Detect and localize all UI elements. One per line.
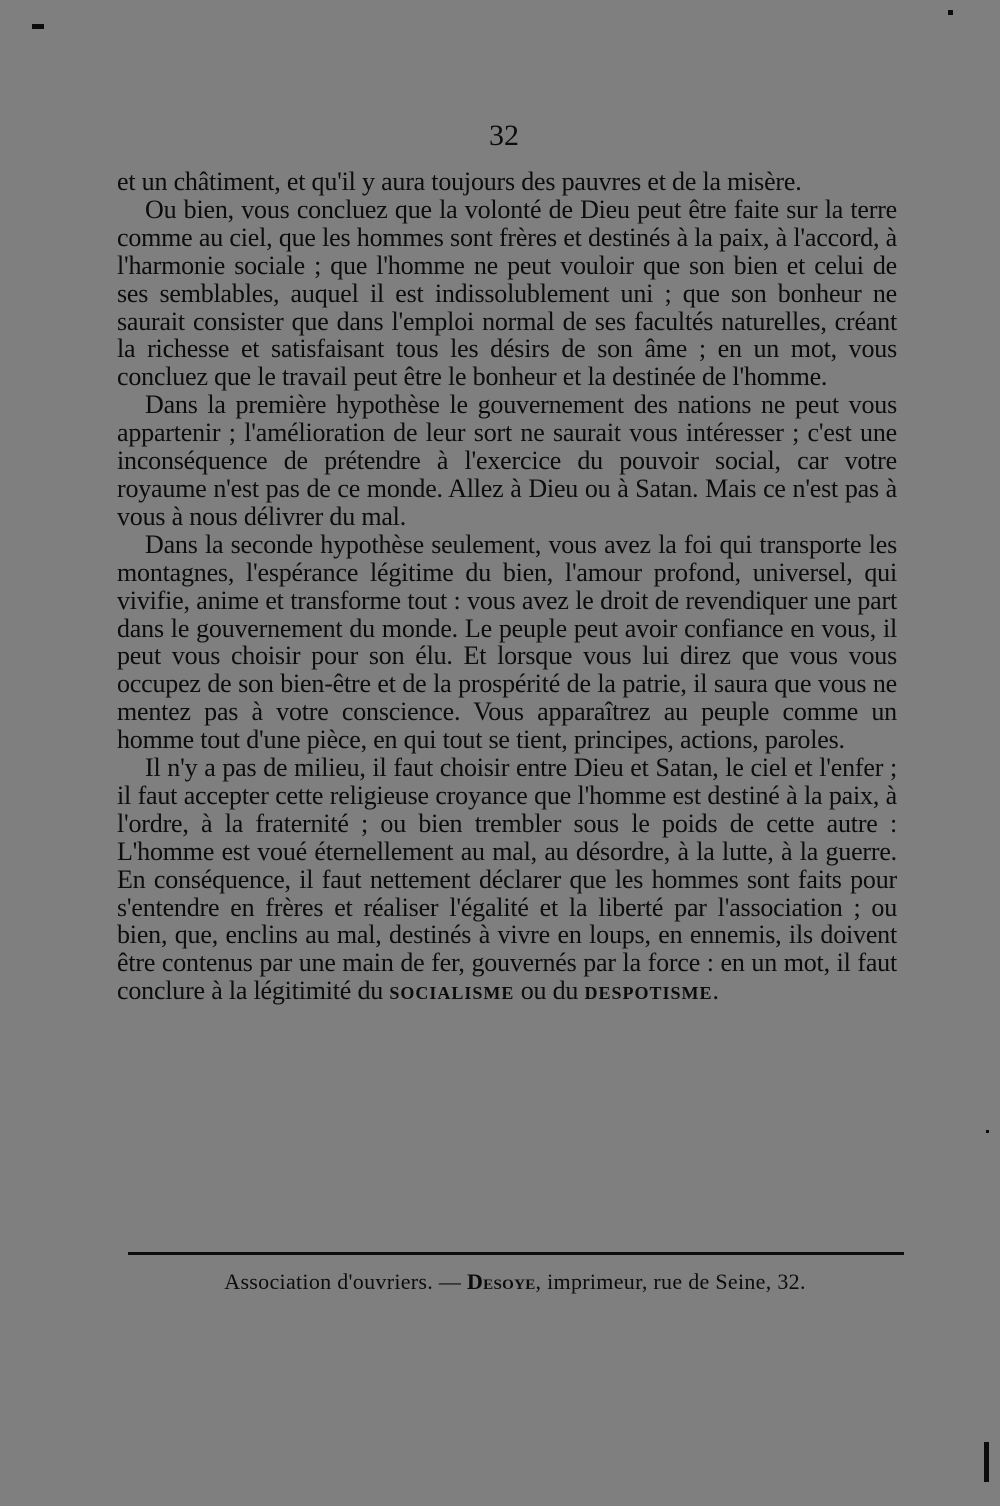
body-text — [117, 168, 897, 1005]
imprint-suffix: , imprimeur, rue de Seine, 32. — [535, 1269, 806, 1294]
footer-rule — [128, 1252, 904, 1255]
paragraph: Ou bien, vous concluez que la volonté de Dieu peut être faite sur la terre comme au ciel, que les hommes sont frères et destinés à la paix, à l'accord, à l'harmonie sociale ; que l'homme ne peut vouloir que son bien et celui de ses semblables, auquel il est indissolublement uni ; que son bonheur ne saurait consister que dans l'emploi normal de ses facultés naturelles, créant la richesse et satisfaisant tous les désirs de son âme ; en un mot, vous concluez que le travail peut être le bonheur et la destinée de l'homme. — [117, 194, 897, 392]
scan-speck — [984, 1442, 989, 1482]
paragraph: Dans la première hypothèse le gouvernement des nations ne peut vous appartenir ; l'amélioration de leur sort ne saurait vous intéresser ; c'est une inconséquence de prétendre à l'exercice du pouvoir social, car votre royaume n'est pas de ce monde. Allez à Dieu ou à Satan. Mais ce n'est pas à vous à nous délivrer du mal. — [117, 390, 897, 531]
scan-speck — [986, 1130, 989, 1133]
paragraph-final — [117, 754, 897, 1005]
term-socialisme: socialisme — [389, 976, 515, 1006]
paragraph: Dans la seconde hypothèse seulement, vous avez la foi qui transporte les montagnes, l'espérance légitime du bien, l'amour profond, universel, qui vivifie, anime et transforme tout : vous avez le droit de revendiquer une part dans le gouvernement du monde. Le peuple peut avoir confiance en vous, il peut vous choisir pour son élu. Et lorsque vous lui direz que vous vous occupez de son bien-être et de la prospérité de la patrie, il saura que vous ne mentez pas à votre conscience. Vous apparaîtrez au peuple comme un homme tout d'une pièce, en qui tout se tient, principes, actions, paroles. — [117, 529, 897, 755]
paragraph-final-connector: ou du — [514, 976, 585, 1006]
paragraph-final-end: . — [712, 976, 719, 1006]
scan-speck — [32, 24, 44, 29]
paragraph-final-text: Il n'y a pas de milieu, il faut choisir entre Dieu et Satan, le ciel et l'enfer ; il faut accepter cette religieuse croyance que l'homme est destiné à la paix, à l'ordre, à la fraternité ; ou bien trembler sous le poids de cette autre : L'homme est voué éternellement au mal, au désordre, à la lutte, à la guerre. En conséquence, il faut nettement déclarer que les hommes sont faits pour s'entendre en frères et réaliser l'égalité et la liberté par l'association ; ou bien, que, enclins au mal, destinés à vivre en loups, en ennemis, ils doivent être contenus par une main de fer, gouvernés par la force : en un mot, il faut conclure à la légitimité du — [117, 753, 897, 1006]
paragraph-continuation: et un châtiment, et qu'il y aura toujours des pauvres et de la misère. — [117, 167, 802, 196]
term-despotisme: despotisme — [584, 976, 713, 1006]
page-number: 32 — [489, 119, 519, 152]
imprint-printer: Desoye — [466, 1269, 536, 1294]
printer-imprint — [0, 1266, 1000, 1298]
scan-speck — [948, 10, 953, 15]
imprint-prefix: Association d'ouvriers. — — [224, 1269, 467, 1294]
